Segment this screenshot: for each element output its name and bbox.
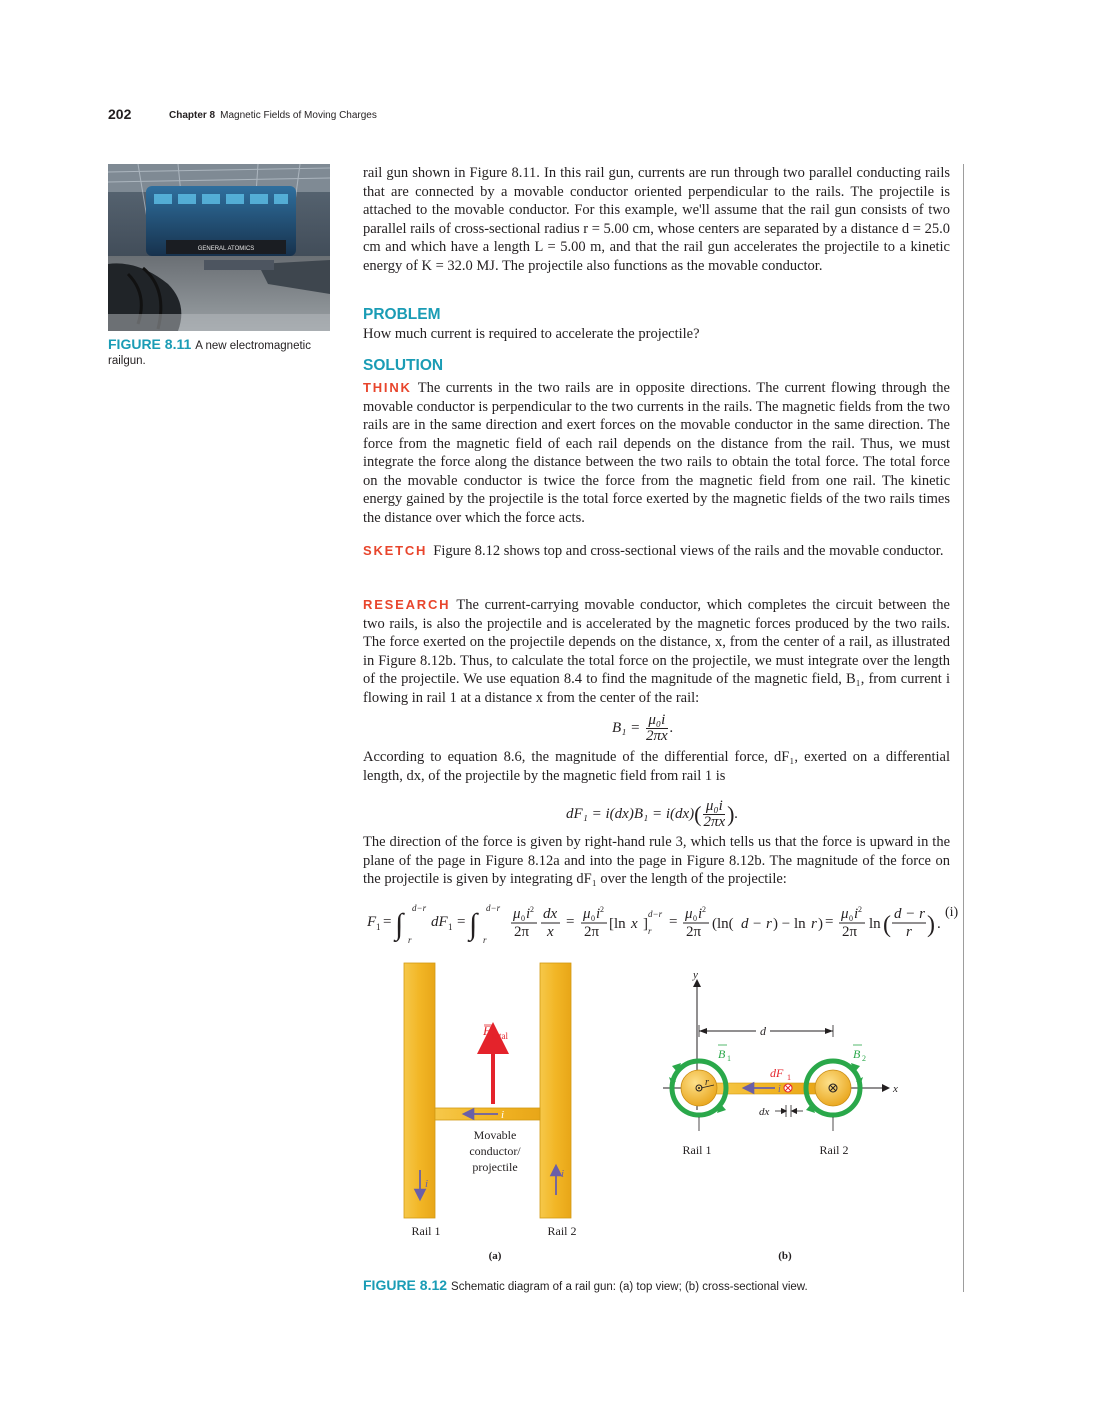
svg-text:Rail 1: Rail 1 [411,1224,441,1238]
svg-text:B: B [718,1047,726,1061]
svg-text:): ) [818,916,823,932]
figure-8-12-caption [363,1277,808,1293]
svg-text:2π: 2π [842,924,858,940]
svg-text:ln: ln [869,916,881,932]
svg-text:Movable: Movable [473,1128,517,1142]
photo-sign: GENERAL ATOMICS [197,246,255,252]
railgun-photo [108,164,330,331]
equation-b1: B₁ = $\frac{\text{μ₀i}}{2\pi x}$ . [612,712,674,744]
svg-text:d − r: d − r [894,906,925,922]
svg-text:2: 2 [530,905,534,914]
chapter-title: Magnetic Fields of Moving Charges [220,110,377,121]
svg-text:]: ] [643,916,648,932]
differential-paragraph: According to equation 8.6, the magnitude of the differential force, dF₁, exerted on a differential length, dx, of the projectile by the magnetic field from rail 1 is [363,749,950,784]
svg-text:i: i [698,906,703,922]
svg-text:μ: μ [685,906,693,922]
svg-text:r: r [766,916,772,932]
svg-text:(ln(: (ln( [712,916,734,932]
intro-paragraph: rail gun shown in Figure 8.11. In this rail gun, currents are run through two parallel conducting rails that are connected by a movable conductor oriented perpendicular to the rails. The projectile is attached to the movable conductor. For this example, we'll assume that the rail gun consists of two parallel rails of cross-sectional radius r = 5.00 cm, whose centers are separated by a distance d = 25.0 cm and which have a length L = 5.00 m, and that the rail gun accelerates the projectile to a kinetic energy of K = 32.0 MJ. The projectile also functions as the movable conductor. [363,165,950,274]
chapter-label: Chapter 8 [169,110,216,121]
svg-text:∫: ∫ [395,908,404,941]
svg-text:2π: 2π [686,924,702,940]
svg-text:d: d [760,1024,766,1038]
research-label: RESEARCH [363,597,451,612]
think-paragraph [363,379,950,527]
svg-text:i: i [501,1109,505,1121]
svg-text:=: = [383,914,392,930]
svg-text:F: F [367,914,377,930]
svg-text:=: = [566,914,575,930]
svg-text:2π: 2π [584,924,600,940]
svg-text:2: 2 [600,905,604,914]
svg-text:=: = [669,914,678,930]
svg-text:i: i [596,906,601,922]
svg-text:0: 0 [591,914,595,923]
svg-text:): ) [927,912,935,938]
svg-text:−: − [753,916,762,932]
svg-text:i: i [425,1178,429,1190]
svg-text:[ln: [ln [609,916,626,932]
svg-text:projectile: projectile [472,1160,518,1174]
svg-text:Rail 1: Rail 1 [682,1143,712,1157]
svg-text:0: 0 [693,914,697,923]
panel-b-cross-section [663,969,898,1262]
svg-text:0: 0 [521,914,525,923]
page-number: 202 [108,106,132,122]
svg-text:i: i [854,906,859,922]
margin-rule [963,164,964,1292]
svg-text:dx: dx [759,1106,770,1118]
svg-text:2π: 2π [514,924,530,940]
think-label: THINK [363,380,412,395]
svg-text:r: r [811,916,817,932]
svg-text:d: d [741,916,749,932]
research-text: The current-carrying movable conductor, which completes the circuit between the two rails, is also the projectile and is accelerated by the magnetic forces produced by the two rails. The force exerted on the projectile depends on the distance, x, from the center of a rail, as illustrated in Figure 8.12b. Thus, to calculate the total force on the projectile, we must integrate over the length of the projectile. We use equation 8.4 to find the magnitude of the magnetic field, B₁, from current i flowing in rail 1 at a distance x from the center of the rail: [363,597,950,706]
svg-text:=: = [457,914,466,930]
figure-8-12-caption-text: Schematic diagram of a rail gun: (a) top view; (b) cross-sectional view. [451,1281,808,1293]
svg-text:r: r [705,1077,709,1088]
svg-text:=: = [825,914,834,930]
svg-text:μ: μ [583,906,591,922]
research-paragraph [363,596,950,707]
svg-text:2: 2 [858,905,862,914]
svg-text:0: 0 [849,914,853,923]
figure-8-12-label: FIGURE 8.12 [363,1277,448,1293]
svg-text:r: r [408,935,412,945]
svg-text:2: 2 [702,905,706,914]
svg-text:Rail 2: Rail 2 [819,1143,849,1157]
svg-text:d−r: d−r [648,909,663,919]
problem-heading: PROBLEM [363,306,441,323]
svg-text:total: total [492,1031,508,1041]
svg-text:1: 1 [787,1073,791,1082]
svg-text:(b): (b) [778,1250,792,1262]
figure-8-11-caption [108,337,333,369]
svg-text:r: r [483,935,487,945]
svg-text:(: ( [883,912,891,938]
sketch-text: Figure 8.12 shows top and cross-sectional views of the rails and the movable conductor. [433,543,944,559]
svg-text:1: 1 [448,922,453,932]
svg-text:(a): (a) [488,1250,502,1262]
svg-text:1: 1 [376,922,381,932]
svg-text:(i): (i) [945,905,959,920]
svg-text:dx: dx [543,906,558,922]
sketch-paragraph [363,542,950,561]
svg-text:μ: μ [513,906,521,922]
svg-text:2: 2 [862,1054,866,1063]
problem-text: How much current is required to accelerate the projectile? [363,326,700,342]
svg-text:d−r: d−r [412,903,427,913]
svg-text:∫: ∫ [469,908,478,941]
svg-text:dF: dF [431,914,448,930]
svg-text:r: r [906,924,912,940]
equation-df1: dF₁ = i(dx)B₁ = i(dx)( $\frac{\text{μ₀i}}{2\pi x}$ ). [566,798,739,830]
svg-text:i: i [778,1084,781,1095]
svg-text:r: r [648,926,652,936]
svg-text:y: y [693,969,698,981]
svg-text:dF: dF [770,1066,784,1080]
svg-text:F: F [483,1023,491,1038]
svg-text:d−r: d−r [486,903,501,913]
figure-8-11-caption-text: A new electromagnetic railgun. [108,340,311,367]
svg-text:conductor/: conductor/ [469,1144,521,1158]
think-text: The currents in the two rails are in opposite directions. The current flowing through the movable conductor is perpendicular to the two currents in the rails. The magnetic fields from the two rails are in the same direction and exert forces on the movable conductor in the same direction. The force from the magnetic field of each rail depends on the distance from the rail. Thus, we must integrate the force along the distance between the two rails to obtain the total force. The total force on the movable conductor is twice the force from the magnetic field from one rail. The kinetic energy gained by the projectile is the total force exerted by the magnetic fields of the two rails times the distance over which the force acts. [363,380,950,526]
svg-text:i: i [526,906,531,922]
svg-text:) − ln: ) − ln [773,916,806,932]
equation-integral [363,898,963,948]
sketch-label: SKETCH [363,543,428,558]
svg-text:.: . [937,916,941,932]
direction-paragraph: The direction of the force is given by right-hand rule 3, which tells us that the force is upward in the plane of the page in Figure 8.12a and into the page in Figure 8.12b. The magnitude of the force on the projectile is given by integrating dF₁ over the length of the projectile: [363,834,950,887]
panel-a-top-view [404,963,577,1262]
chapter-header [169,110,377,121]
svg-text:B: B [853,1047,861,1061]
svg-text:x: x [893,1083,898,1095]
svg-text:1: 1 [727,1054,731,1063]
svg-text:Rail 2: Rail 2 [547,1224,577,1238]
svg-text:μ: μ [841,906,849,922]
figure-8-12-diagram [363,955,953,1270]
solution-heading: SOLUTION [363,357,444,374]
svg-text:x: x [547,924,554,940]
svg-text:x: x [631,916,638,932]
figure-8-11-label: FIGURE 8.11 [108,336,192,352]
svg-text:i: i [561,1168,565,1180]
